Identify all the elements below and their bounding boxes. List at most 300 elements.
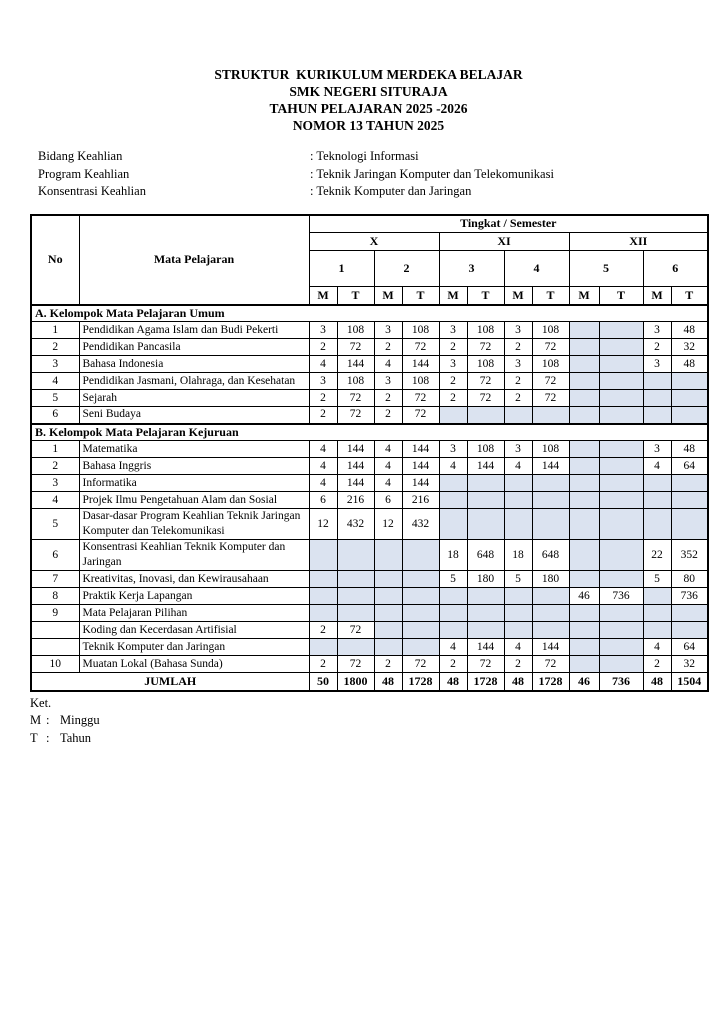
value-cell: 72 xyxy=(532,373,569,390)
value-cell xyxy=(532,588,569,605)
row-number: 1 xyxy=(31,322,79,339)
value-cell: 2 xyxy=(309,390,337,407)
value-cell: 48 xyxy=(671,322,708,339)
row-number: 2 xyxy=(31,458,79,475)
value-cell: 108 xyxy=(337,322,374,339)
value-cell: 4 xyxy=(439,458,467,475)
total-value: 1800 xyxy=(337,673,374,691)
value-cell xyxy=(599,656,643,673)
value-cell xyxy=(504,492,532,509)
legend-abbr-m: M xyxy=(30,713,42,727)
value-cell: 2 xyxy=(309,339,337,356)
value-cell xyxy=(569,373,599,390)
value-cell: 5 xyxy=(643,571,671,588)
value-cell xyxy=(439,622,467,639)
row-number: 7 xyxy=(31,571,79,588)
value-cell xyxy=(439,475,467,492)
value-cell xyxy=(374,571,402,588)
value-cell xyxy=(374,588,402,605)
value-cell: 3 xyxy=(309,322,337,339)
value-cell xyxy=(309,540,337,571)
value-cell: 432 xyxy=(402,509,439,540)
section-header-row xyxy=(31,305,708,322)
subject-name: Teknik Komputer dan Jaringan xyxy=(79,639,309,656)
header-semester-1: 1 xyxy=(309,251,374,287)
value-cell: 144 xyxy=(337,356,374,373)
value-cell xyxy=(402,571,439,588)
value-cell xyxy=(309,639,337,656)
value-cell xyxy=(402,540,439,571)
row-number: 3 xyxy=(31,475,79,492)
value-cell xyxy=(671,605,708,622)
value-cell xyxy=(643,475,671,492)
info-row-konsentrasi xyxy=(38,183,707,201)
value-cell xyxy=(643,390,671,407)
row-number: 9 xyxy=(31,605,79,622)
row-number: 4 xyxy=(31,373,79,390)
value-cell: 4 xyxy=(374,475,402,492)
row-number: 6 xyxy=(31,540,79,571)
value-cell: 144 xyxy=(532,458,569,475)
table-row xyxy=(31,571,708,588)
value-cell xyxy=(374,605,402,622)
value-cell xyxy=(599,540,643,571)
value-cell: 180 xyxy=(532,571,569,588)
value-cell: 108 xyxy=(532,441,569,458)
value-cell: 72 xyxy=(402,407,439,424)
value-cell xyxy=(671,373,708,390)
value-cell: 4 xyxy=(374,441,402,458)
table-row xyxy=(31,492,708,509)
value-cell xyxy=(467,492,504,509)
value-cell: 18 xyxy=(439,540,467,571)
value-cell: 108 xyxy=(467,322,504,339)
value-cell: 432 xyxy=(337,509,374,540)
row-number: 1 xyxy=(31,441,79,458)
value-cell xyxy=(439,588,467,605)
value-cell: 2 xyxy=(643,339,671,356)
total-value: 1728 xyxy=(532,673,569,691)
value-cell: 72 xyxy=(467,390,504,407)
value-cell xyxy=(569,540,599,571)
value-cell xyxy=(643,492,671,509)
total-label: JUMLAH xyxy=(31,673,309,691)
legend-block xyxy=(30,695,707,748)
value-cell xyxy=(532,509,569,540)
value-cell xyxy=(532,605,569,622)
title-line-1: STRUKTUR KURIKULUM MERDEKA BELAJAR xyxy=(214,67,523,82)
value-cell: 2 xyxy=(439,390,467,407)
value-cell: 3 xyxy=(643,441,671,458)
program-keahlian-label: Program Keahlian xyxy=(38,166,130,181)
value-cell: 72 xyxy=(337,390,374,407)
subject-name: Sejarah xyxy=(79,390,309,407)
value-cell: 108 xyxy=(402,373,439,390)
value-cell xyxy=(569,571,599,588)
table-row xyxy=(31,639,708,656)
header-m: M xyxy=(374,287,402,305)
title-line-3: TAHUN PELAJARAN 2025 -2026 xyxy=(269,101,468,116)
header-semester-6: 6 xyxy=(643,251,708,287)
row-number xyxy=(31,639,79,656)
value-cell: 108 xyxy=(337,373,374,390)
row-number: 5 xyxy=(31,509,79,540)
value-cell xyxy=(569,407,599,424)
value-cell xyxy=(569,622,599,639)
value-cell: 108 xyxy=(532,322,569,339)
value-cell xyxy=(467,622,504,639)
value-cell: 6 xyxy=(309,492,337,509)
value-cell xyxy=(671,390,708,407)
value-cell: 216 xyxy=(337,492,374,509)
value-cell: 4 xyxy=(439,639,467,656)
value-cell xyxy=(599,322,643,339)
table-row xyxy=(31,339,708,356)
header-t: T xyxy=(337,287,374,305)
value-cell: 3 xyxy=(439,356,467,373)
table-row xyxy=(31,540,708,571)
value-cell xyxy=(374,540,402,571)
legend-colon: : xyxy=(46,713,50,727)
table-row xyxy=(31,390,708,407)
value-cell: 72 xyxy=(467,339,504,356)
value-cell: 144 xyxy=(337,475,374,492)
value-cell xyxy=(671,492,708,509)
value-cell: 72 xyxy=(532,339,569,356)
value-cell: 64 xyxy=(671,639,708,656)
value-cell xyxy=(671,407,708,424)
value-cell xyxy=(569,322,599,339)
value-cell: 5 xyxy=(439,571,467,588)
value-cell: 3 xyxy=(439,322,467,339)
subject-name: Pendidikan Jasmani, Olahraga, dan Kesehatan xyxy=(79,373,309,390)
bidang-keahlian-value: : Teknologi Informasi xyxy=(310,149,419,163)
total-value: 1728 xyxy=(402,673,439,691)
legend-heading: Ket. xyxy=(30,695,52,710)
value-cell: 5 xyxy=(504,571,532,588)
value-cell: 22 xyxy=(643,540,671,571)
value-cell xyxy=(569,605,599,622)
header-row-top xyxy=(31,215,708,233)
value-cell: 4 xyxy=(504,458,532,475)
value-cell xyxy=(569,639,599,656)
header-m: M xyxy=(439,287,467,305)
subject-name: Bahasa Indonesia xyxy=(79,356,309,373)
table-body xyxy=(31,305,708,691)
header-grade-xi: XI xyxy=(439,233,569,251)
table-row xyxy=(31,458,708,475)
subject-name: Seni Budaya xyxy=(79,407,309,424)
value-cell: 2 xyxy=(439,373,467,390)
value-cell xyxy=(599,407,643,424)
value-cell xyxy=(467,588,504,605)
value-cell: 108 xyxy=(532,356,569,373)
value-cell: 4 xyxy=(374,356,402,373)
value-cell xyxy=(439,509,467,540)
value-cell: 4 xyxy=(643,458,671,475)
total-value: 1728 xyxy=(467,673,504,691)
document-title-block xyxy=(30,66,707,134)
value-cell xyxy=(402,588,439,605)
value-cell xyxy=(467,407,504,424)
value-cell: 4 xyxy=(309,441,337,458)
value-cell: 4 xyxy=(309,458,337,475)
value-cell xyxy=(569,656,599,673)
total-value: 48 xyxy=(504,673,532,691)
value-cell: 72 xyxy=(532,390,569,407)
header-no: No xyxy=(31,215,79,305)
table-row xyxy=(31,441,708,458)
value-cell: 72 xyxy=(337,656,374,673)
value-cell xyxy=(599,622,643,639)
subject-name: Bahasa Inggris xyxy=(79,458,309,475)
value-cell xyxy=(467,475,504,492)
value-cell: 46 xyxy=(569,588,599,605)
value-cell: 3 xyxy=(439,441,467,458)
table-row xyxy=(31,407,708,424)
value-cell: 48 xyxy=(671,441,708,458)
value-cell: 144 xyxy=(337,458,374,475)
header-subject: Mata Pelajaran xyxy=(79,215,309,305)
value-cell xyxy=(599,390,643,407)
value-cell: 3 xyxy=(374,373,402,390)
value-cell: 12 xyxy=(309,509,337,540)
value-cell xyxy=(504,509,532,540)
value-cell: 2 xyxy=(439,339,467,356)
value-cell xyxy=(599,441,643,458)
total-value: 50 xyxy=(309,673,337,691)
value-cell: 72 xyxy=(467,373,504,390)
value-cell xyxy=(337,540,374,571)
value-cell xyxy=(599,492,643,509)
value-cell xyxy=(467,605,504,622)
value-cell xyxy=(599,373,643,390)
header-semester-3: 3 xyxy=(439,251,504,287)
row-number: 2 xyxy=(31,339,79,356)
value-cell: 3 xyxy=(309,373,337,390)
value-cell xyxy=(439,492,467,509)
section-header-row xyxy=(31,424,708,441)
value-cell: 3 xyxy=(643,356,671,373)
section-title: A. Kelompok Mata Pelajaran Umum xyxy=(31,305,708,322)
header-t: T xyxy=(532,287,569,305)
program-info-block xyxy=(30,148,707,201)
total-value: 48 xyxy=(439,673,467,691)
value-cell xyxy=(504,622,532,639)
value-cell xyxy=(532,622,569,639)
subject-name: Matematika xyxy=(79,441,309,458)
legend-meaning-m: Minggu xyxy=(60,713,100,727)
legend-note-m xyxy=(30,712,707,730)
subject-name: Projek Ilmu Pengetahuan Alam dan Sosial xyxy=(79,492,309,509)
header-m: M xyxy=(309,287,337,305)
value-cell: 2 xyxy=(309,622,337,639)
value-cell: 80 xyxy=(671,571,708,588)
header-t: T xyxy=(599,287,643,305)
value-cell xyxy=(337,588,374,605)
value-cell: 72 xyxy=(402,656,439,673)
value-cell xyxy=(643,373,671,390)
value-cell xyxy=(599,356,643,373)
value-cell xyxy=(569,356,599,373)
value-cell xyxy=(337,571,374,588)
subject-name: Pendidikan Agama Islam dan Budi Pekerti xyxy=(79,322,309,339)
value-cell: 2 xyxy=(504,390,532,407)
value-cell xyxy=(309,605,337,622)
row-number: 10 xyxy=(31,656,79,673)
total-row xyxy=(31,673,708,691)
value-cell: 72 xyxy=(337,339,374,356)
table-row xyxy=(31,622,708,639)
table-row xyxy=(31,373,708,390)
value-cell: 108 xyxy=(402,322,439,339)
value-cell xyxy=(337,605,374,622)
value-cell xyxy=(504,475,532,492)
total-value: 48 xyxy=(374,673,402,691)
value-cell: 736 xyxy=(671,588,708,605)
value-cell xyxy=(532,475,569,492)
row-number xyxy=(31,622,79,639)
header-semester-2: 2 xyxy=(374,251,439,287)
value-cell: 12 xyxy=(374,509,402,540)
value-cell xyxy=(439,407,467,424)
value-cell xyxy=(402,605,439,622)
value-cell xyxy=(309,588,337,605)
value-cell xyxy=(671,509,708,540)
value-cell: 144 xyxy=(467,639,504,656)
value-cell xyxy=(374,639,402,656)
subject-name: Praktik Kerja Lapangan xyxy=(79,588,309,605)
value-cell xyxy=(569,458,599,475)
value-cell xyxy=(569,492,599,509)
value-cell xyxy=(599,458,643,475)
value-cell xyxy=(643,588,671,605)
legend-meaning-t: Tahun xyxy=(60,730,92,745)
value-cell: 648 xyxy=(467,540,504,571)
value-cell xyxy=(599,605,643,622)
row-number: 8 xyxy=(31,588,79,605)
value-cell: 48 xyxy=(671,356,708,373)
value-cell: 3 xyxy=(504,322,532,339)
value-cell: 2 xyxy=(439,656,467,673)
total-value: 48 xyxy=(643,673,671,691)
total-value: 736 xyxy=(599,673,643,691)
value-cell: 2 xyxy=(374,339,402,356)
table-row xyxy=(31,475,708,492)
value-cell: 2 xyxy=(504,656,532,673)
legend-note-t xyxy=(30,730,707,748)
subject-name: Konsentrasi Keahlian Teknik Komputer dan Jaringan xyxy=(79,540,309,571)
value-cell: 18 xyxy=(504,540,532,571)
value-cell: 144 xyxy=(532,639,569,656)
info-row-program xyxy=(38,166,707,184)
value-cell xyxy=(402,639,439,656)
value-cell: 72 xyxy=(467,656,504,673)
value-cell xyxy=(671,475,708,492)
value-cell xyxy=(569,509,599,540)
header-m: M xyxy=(504,287,532,305)
value-cell xyxy=(599,509,643,540)
value-cell: 4 xyxy=(309,356,337,373)
program-keahlian-value: : Teknik Jaringan Komputer dan Telekomunikasi xyxy=(310,166,554,181)
subject-name: Mata Pelajaran Pilihan xyxy=(79,605,309,622)
bidang-keahlian-label: Bidang Keahlian xyxy=(38,149,123,163)
header-grade-xii: XII xyxy=(569,233,708,251)
value-cell: 144 xyxy=(337,441,374,458)
value-cell xyxy=(532,407,569,424)
value-cell xyxy=(337,639,374,656)
value-cell: 2 xyxy=(374,390,402,407)
value-cell xyxy=(599,475,643,492)
value-cell: 4 xyxy=(643,639,671,656)
value-cell: 144 xyxy=(402,441,439,458)
subject-name: Dasar-dasar Program Keahlian Teknik Jaringan Komputer dan Telekomunikasi xyxy=(79,509,309,540)
value-cell: 108 xyxy=(467,441,504,458)
row-number: 3 xyxy=(31,356,79,373)
value-cell xyxy=(309,571,337,588)
value-cell: 2 xyxy=(309,407,337,424)
info-row-bidang xyxy=(38,148,707,166)
value-cell: 2 xyxy=(504,339,532,356)
value-cell xyxy=(599,571,643,588)
value-cell: 2 xyxy=(374,656,402,673)
value-cell xyxy=(532,492,569,509)
header-m: M xyxy=(643,287,671,305)
value-cell: 4 xyxy=(504,639,532,656)
value-cell: 72 xyxy=(402,339,439,356)
header-t: T xyxy=(402,287,439,305)
value-cell xyxy=(402,622,439,639)
table-row xyxy=(31,356,708,373)
curriculum-table xyxy=(30,214,709,692)
value-cell xyxy=(504,407,532,424)
value-cell: 144 xyxy=(402,475,439,492)
subject-name: Informatika xyxy=(79,475,309,492)
value-cell: 3 xyxy=(374,322,402,339)
title-line-2: SMK NEGERI SITURAJA xyxy=(289,84,448,99)
subject-name: Koding dan Kecerdasan Artifisial xyxy=(79,622,309,639)
value-cell xyxy=(504,588,532,605)
header-t: T xyxy=(671,287,708,305)
value-cell: 736 xyxy=(599,588,643,605)
value-cell xyxy=(643,509,671,540)
header-tingkat-semester: Tingkat / Semester xyxy=(309,215,708,233)
value-cell xyxy=(569,390,599,407)
value-cell: 648 xyxy=(532,540,569,571)
value-cell: 216 xyxy=(402,492,439,509)
header-m: M xyxy=(569,287,599,305)
value-cell: 144 xyxy=(467,458,504,475)
subject-name: Muatan Lokal (Bahasa Sunda) xyxy=(79,656,309,673)
table-row xyxy=(31,509,708,540)
value-cell: 352 xyxy=(671,540,708,571)
value-cell: 108 xyxy=(467,356,504,373)
value-cell xyxy=(569,339,599,356)
value-cell: 64 xyxy=(671,458,708,475)
value-cell: 2 xyxy=(309,656,337,673)
table-row xyxy=(31,588,708,605)
value-cell: 4 xyxy=(309,475,337,492)
subject-name: Pendidikan Pancasila xyxy=(79,339,309,356)
section-title: B. Kelompok Mata Pelajaran Kejuruan xyxy=(31,424,708,441)
subject-name: Kreativitas, Inovasi, dan Kewirausahaan xyxy=(79,571,309,588)
konsentrasi-keahlian-label: Konsentrasi Keahlian xyxy=(38,184,146,198)
title-line-4: NOMOR 13 TAHUN 2025 xyxy=(292,118,445,133)
value-cell: 72 xyxy=(337,622,374,639)
header-grade-x: X xyxy=(309,233,439,251)
value-cell xyxy=(569,441,599,458)
row-number: 4 xyxy=(31,492,79,509)
